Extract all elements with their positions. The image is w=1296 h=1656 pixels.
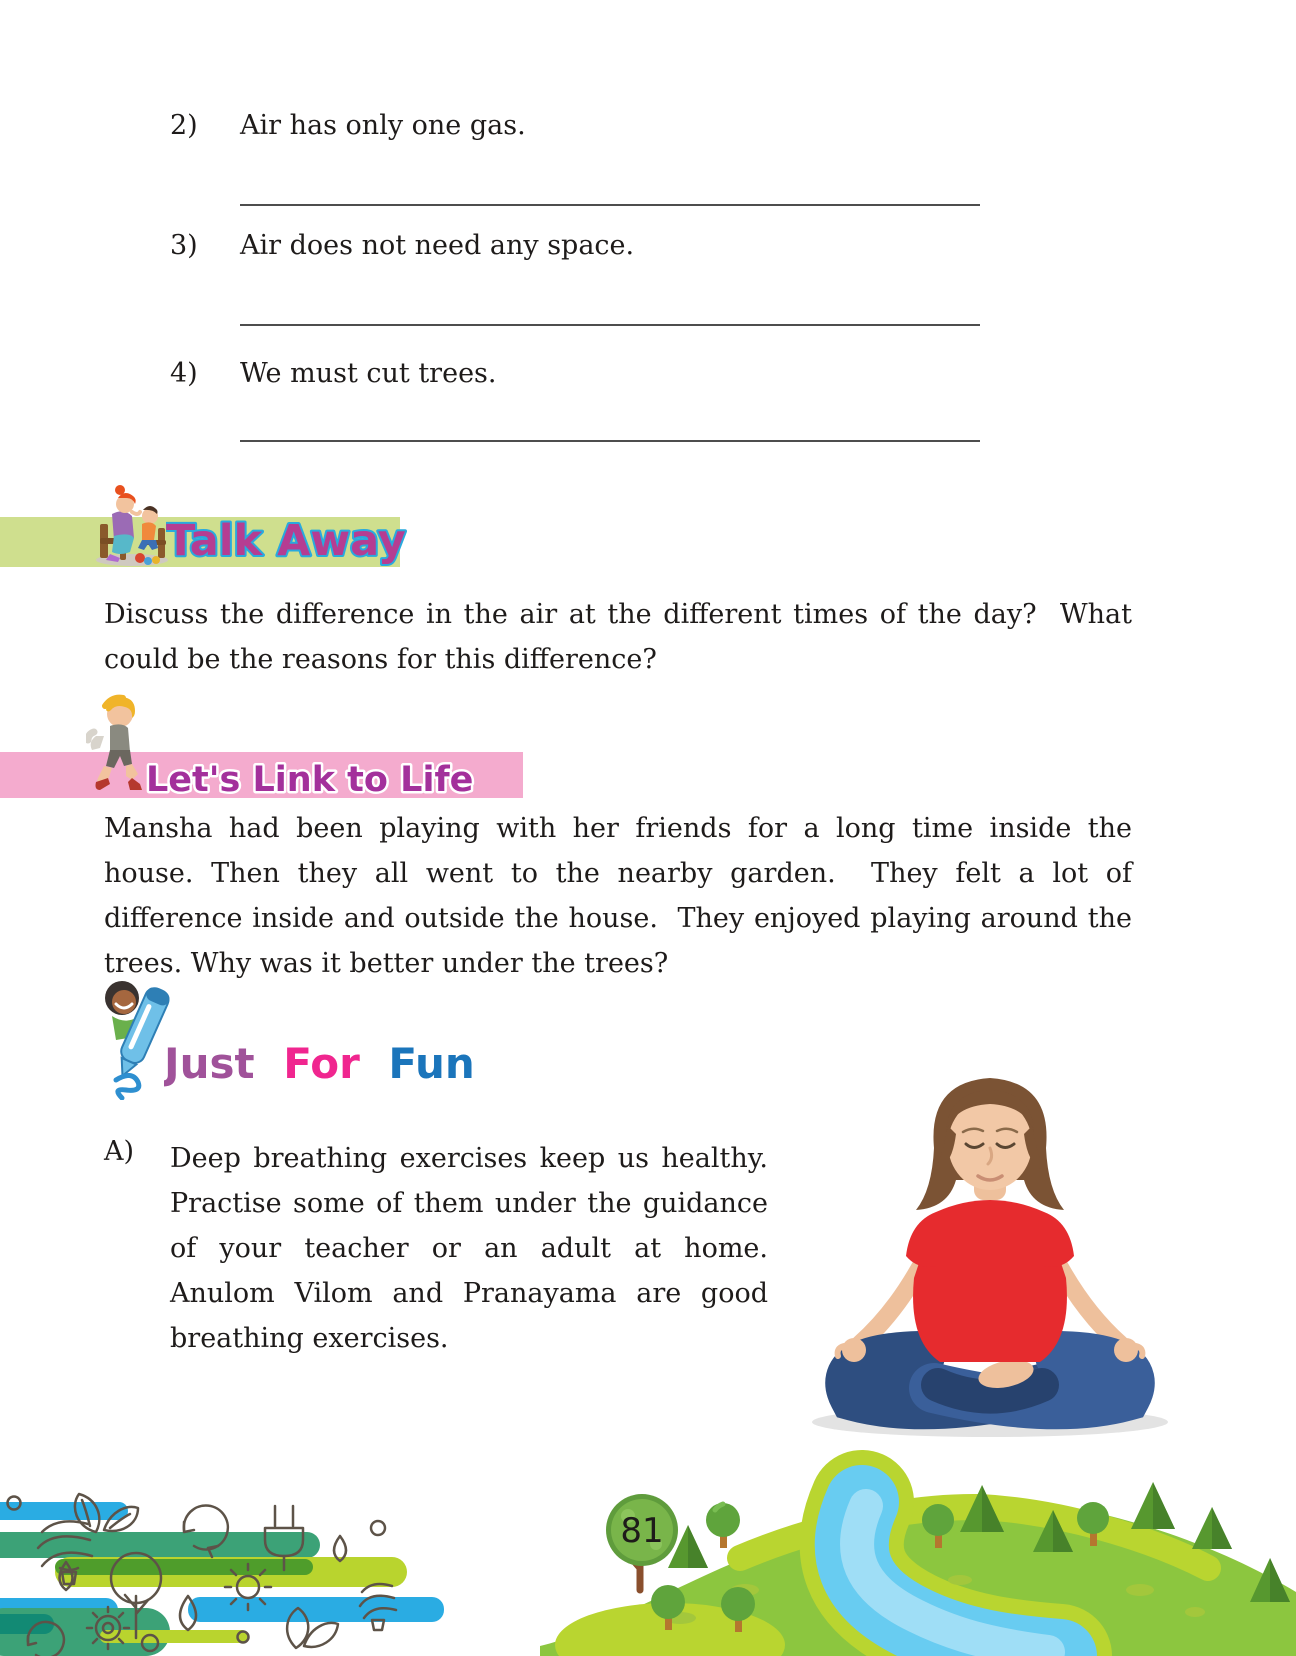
link-to-life-title: [146, 752, 516, 802]
answer-line: [240, 440, 980, 442]
circle-icon: [371, 1521, 385, 1535]
just-for-fun-paragraph: Deep breathing exercises keep us healthy. Practise some of them under the guidance of your teacher or an adult at home. Anulom Vilom and Pranayama are good breathing exercises.: [170, 1143, 786, 1354]
item-text: Air does not need any space.: [240, 230, 635, 261]
talk-away-paragraph: Discuss the difference in the air at the different times of the day? What could be the reasons for this difference?: [104, 599, 1141, 675]
talk-away-title: [166, 508, 416, 570]
item-number: 3): [170, 230, 198, 261]
girl-meditating-photo: [788, 1040, 1192, 1442]
item-number: 4): [170, 358, 198, 389]
item-label: A): [104, 1136, 135, 1167]
just-for-fun-title: [164, 1030, 494, 1094]
item-text: Air has only one gas.: [240, 110, 526, 141]
page-number: 81: [620, 1511, 664, 1551]
eco-bars: [0, 1502, 444, 1656]
footer-eco-decoration: [0, 1490, 460, 1656]
svg-text:Talk Away: Talk Away: [166, 516, 406, 566]
page-number-tree: [606, 1494, 678, 1590]
answer-line: [240, 204, 980, 206]
running-boy-icon: [86, 692, 148, 796]
item-number: 2): [170, 110, 198, 141]
item-text: We must cut trees.: [240, 358, 497, 389]
footer-landscape: [540, 1440, 1296, 1656]
teacher-talking-with-child-icon: [92, 476, 176, 568]
answer-line: [240, 324, 980, 326]
link-to-life-paragraph: Mansha had been playing with her friends for a long time inside the house. Then they all went to the nearby garden. They felt a lot of difference inside and outside the house. They enjoyed playing around the trees. Why was it better under the trees?: [104, 813, 1141, 979]
svg-text:Just For Fun: Just For Fun: [164, 1039, 475, 1088]
child-with-crayon-icon: [98, 972, 170, 1100]
svg-text:Let's Link to Life: Let's Link to Life: [146, 760, 474, 800]
